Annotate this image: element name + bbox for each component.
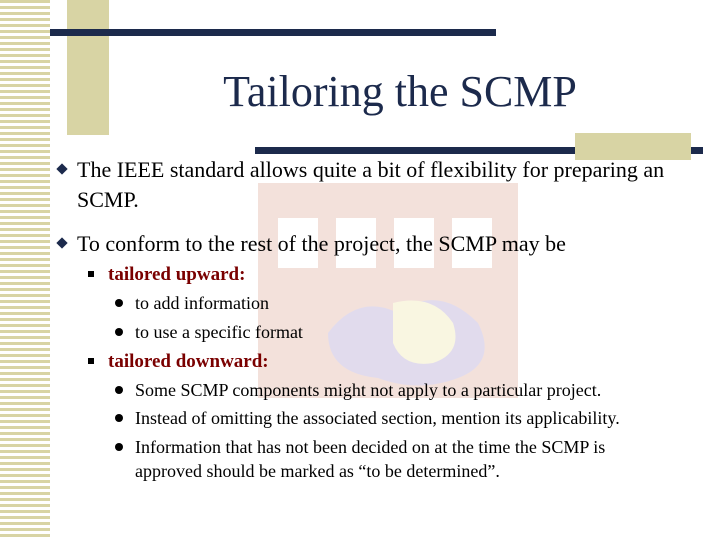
diamond-bullet-icon	[56, 163, 67, 174]
list-item	[115, 320, 695, 344]
subitem-label: tailored upward:	[108, 264, 246, 285]
subitem-heading	[88, 349, 269, 374]
slide-title: Tailoring the SCMP	[223, 67, 577, 116]
dot-bullet-icon	[115, 414, 123, 422]
list-item-text: Information that has not been decided on at the time the SCMP is approved should be marked as “to be determined”.	[135, 437, 606, 481]
bullet-item	[58, 229, 703, 259]
square-bullet-icon	[88, 271, 94, 277]
dot-bullet-icon	[115, 299, 123, 307]
diamond-bullet-icon	[56, 237, 67, 248]
list-item	[115, 291, 695, 315]
list-item-text: Instead of omitting the associated section, mention its applicability.	[135, 408, 620, 428]
dot-bullet-icon	[115, 443, 123, 451]
list-item	[115, 435, 665, 483]
decorative-stripes	[0, 0, 50, 540]
list-item	[115, 378, 695, 402]
dot-bullet-icon	[115, 328, 123, 336]
decorative-top-rule	[50, 29, 496, 36]
dot-bullet-icon	[115, 386, 123, 394]
square-bullet-icon	[88, 358, 94, 364]
list-item-text: Some SCMP components might not apply to a particular project.	[135, 380, 602, 400]
list-item	[115, 406, 695, 430]
decorative-left-bar	[67, 0, 109, 135]
list-item-text: to use a specific format	[135, 322, 303, 342]
subitem-label: tailored downward:	[108, 351, 269, 372]
bullet-text: To conform to the rest of the project, the SCMP may be	[77, 231, 566, 256]
list-item-text: to add information	[135, 293, 269, 313]
bullet-text: The IEEE standard allows quite a bit of flexibility for preparing an SCMP.	[77, 157, 665, 212]
bullet-item	[58, 155, 703, 215]
subitem-heading	[88, 262, 245, 287]
